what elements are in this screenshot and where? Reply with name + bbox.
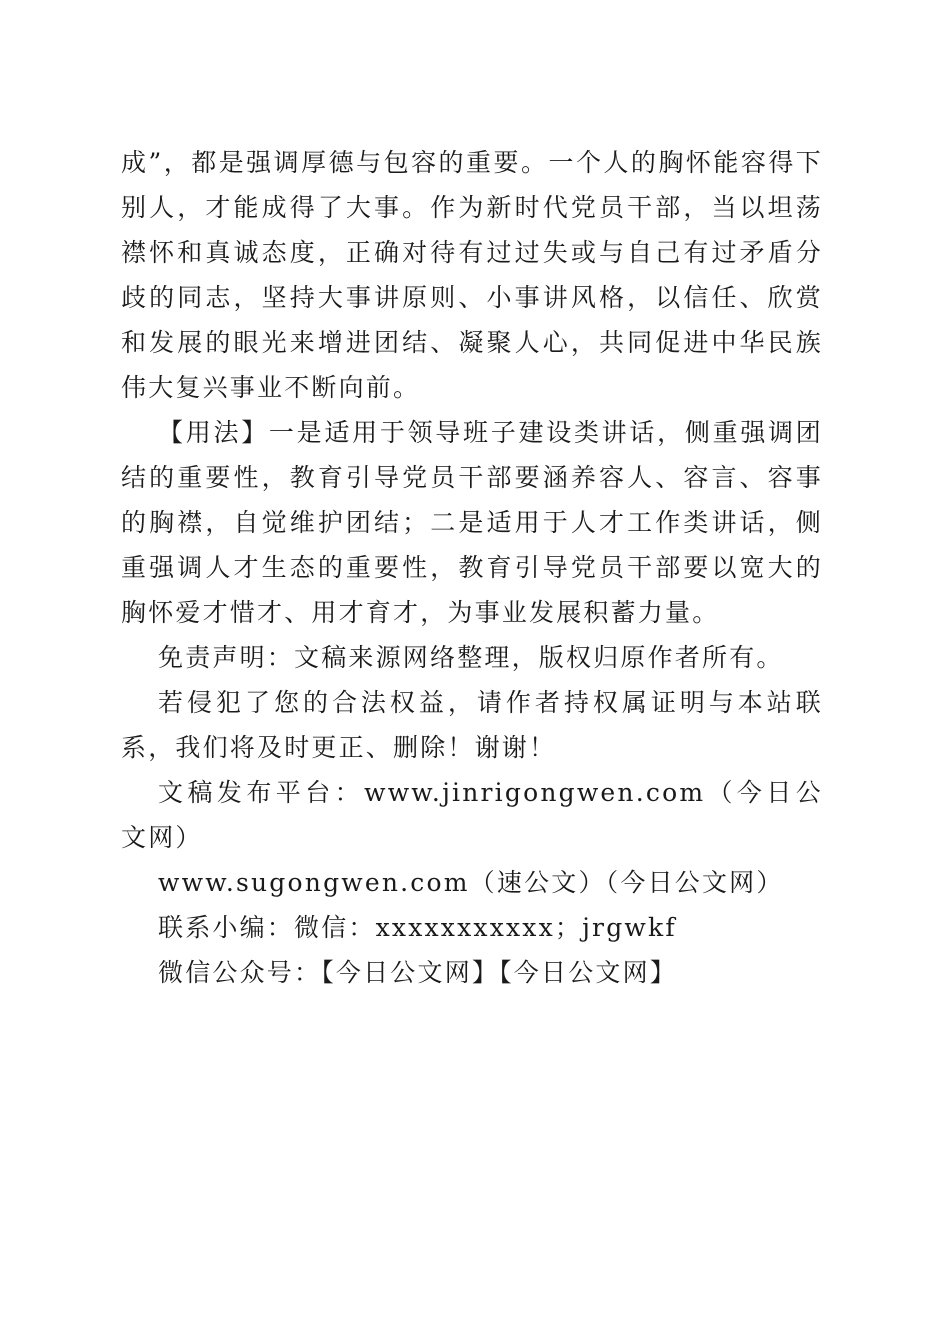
contact-editor-line: 联系小编：微信：xxxxxxxxxxx；jrgwkf	[158, 913, 677, 942]
disclaimer-paragraph: 免责声明：文稿来源网络整理，版权归原作者所有。	[158, 643, 784, 672]
wechat-account-line: 微信公众号：【今日公文网】【今日公文网】	[158, 958, 678, 987]
secondary-site-line: www.sugongwen.com（速公文）（今日公文网）	[158, 868, 784, 897]
body-paragraph-continuation: 成”，都是强调厚德与包容的重要。一个人的胸怀能容得下别人，才能成得了大事。作为新时代党员干部，当以坦荡襟怀和真诚态度，正确对待有过过失或与自己有过矛盾分歧的同志，坚持大事讲原则、小事讲风格，以信任、欣赏和发展的眼光来增进团结、凝聚人心，共同促进中华民族伟大复兴事业不断向前。	[121, 148, 823, 402]
usage-paragraph: 【用法】一是适用于领导班子建设类讲话，侧重强调团结的重要性，教育引导党员干部要涵养容人、容言、容事的胸襟，自觉维护团结；二是适用于人才工作类讲话，侧重强调人才生态的重要性，教育引导党员干部要以宽大的胸怀爱才惜才、用才育才，为事业发展积蓄力量。	[121, 418, 823, 627]
publish-platform-line: 文稿发布平台：www.jinrigongwen.com（今日公文网）	[121, 778, 823, 852]
infringement-notice-paragraph: 若侵犯了您的合法权益，请作者持权属证明与本站联系，我们将及时更正、删除！谢谢！	[121, 688, 823, 762]
document-page	[121, 140, 823, 995]
